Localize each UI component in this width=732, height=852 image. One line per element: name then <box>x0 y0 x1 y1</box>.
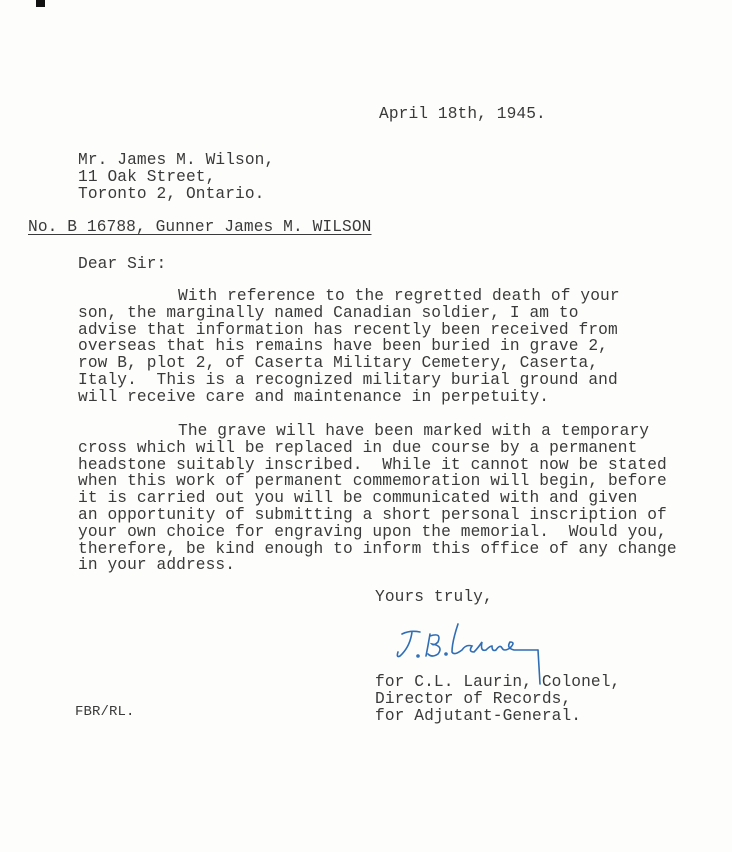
address-line: Mr. James M. Wilson, <box>78 151 275 169</box>
text-line: son, the marginally named Canadian soldier, I am to <box>78 303 579 322</box>
letter-date: April 18th, 1945. <box>379 105 546 123</box>
text-line: Italy. This is a recognized military burial ground and <box>78 370 618 389</box>
text-line: With reference to the regretted death of your <box>178 287 620 305</box>
paragraph-2 <box>78 423 677 574</box>
text-line: overseas that his remains have been buried in grave 2, <box>78 337 608 356</box>
salutation: Dear Sir: <box>78 255 167 273</box>
text-line: advise that information has recently been received from <box>78 320 618 339</box>
text-line: your own choice for engraving upon the memorial. Would you, <box>78 522 667 541</box>
scan-mark <box>36 0 45 7</box>
text-line: when this work of permanent commemoration will begin, before <box>78 472 667 491</box>
text-line: it is carried out you will be communicated with and given <box>78 489 638 508</box>
text-line: row B, plot 2, of Caserta Military Cemetery, Caserta, <box>78 354 599 373</box>
signatory-line: for C.L. Laurin, Colonel, <box>375 673 621 691</box>
signatory-line: for Adjutant-General. <box>375 706 582 725</box>
text-line: headstone suitably inscribed. While it cannot now be stated <box>78 455 667 474</box>
signatory-line: Director of Records, <box>375 689 572 708</box>
text-line: The grave will have been marked with a temporary <box>178 422 650 440</box>
recipient-address <box>78 152 274 202</box>
reference-line: No. B 16788, Gunner James M. WILSON <box>28 218 372 236</box>
typist-initials: FBR/RL. <box>75 704 135 720</box>
text-line: therefore, be kind enough to inform this office of any change <box>78 539 677 558</box>
signatory-block <box>375 674 620 724</box>
text-line: an opportunity of submitting a short personal inscription of <box>78 505 667 524</box>
text-line: cross which will be replaced in due course by a permanent <box>78 438 638 457</box>
text-line: will receive care and maintenance in perpetuity. <box>78 387 550 406</box>
address-line: Toronto 2, Ontario. <box>78 184 265 203</box>
text-line: in your address. <box>78 556 236 575</box>
paragraph-1 <box>78 288 620 406</box>
address-line: 11 Oak Street, <box>78 167 216 186</box>
closing: Yours truly, <box>375 588 493 606</box>
